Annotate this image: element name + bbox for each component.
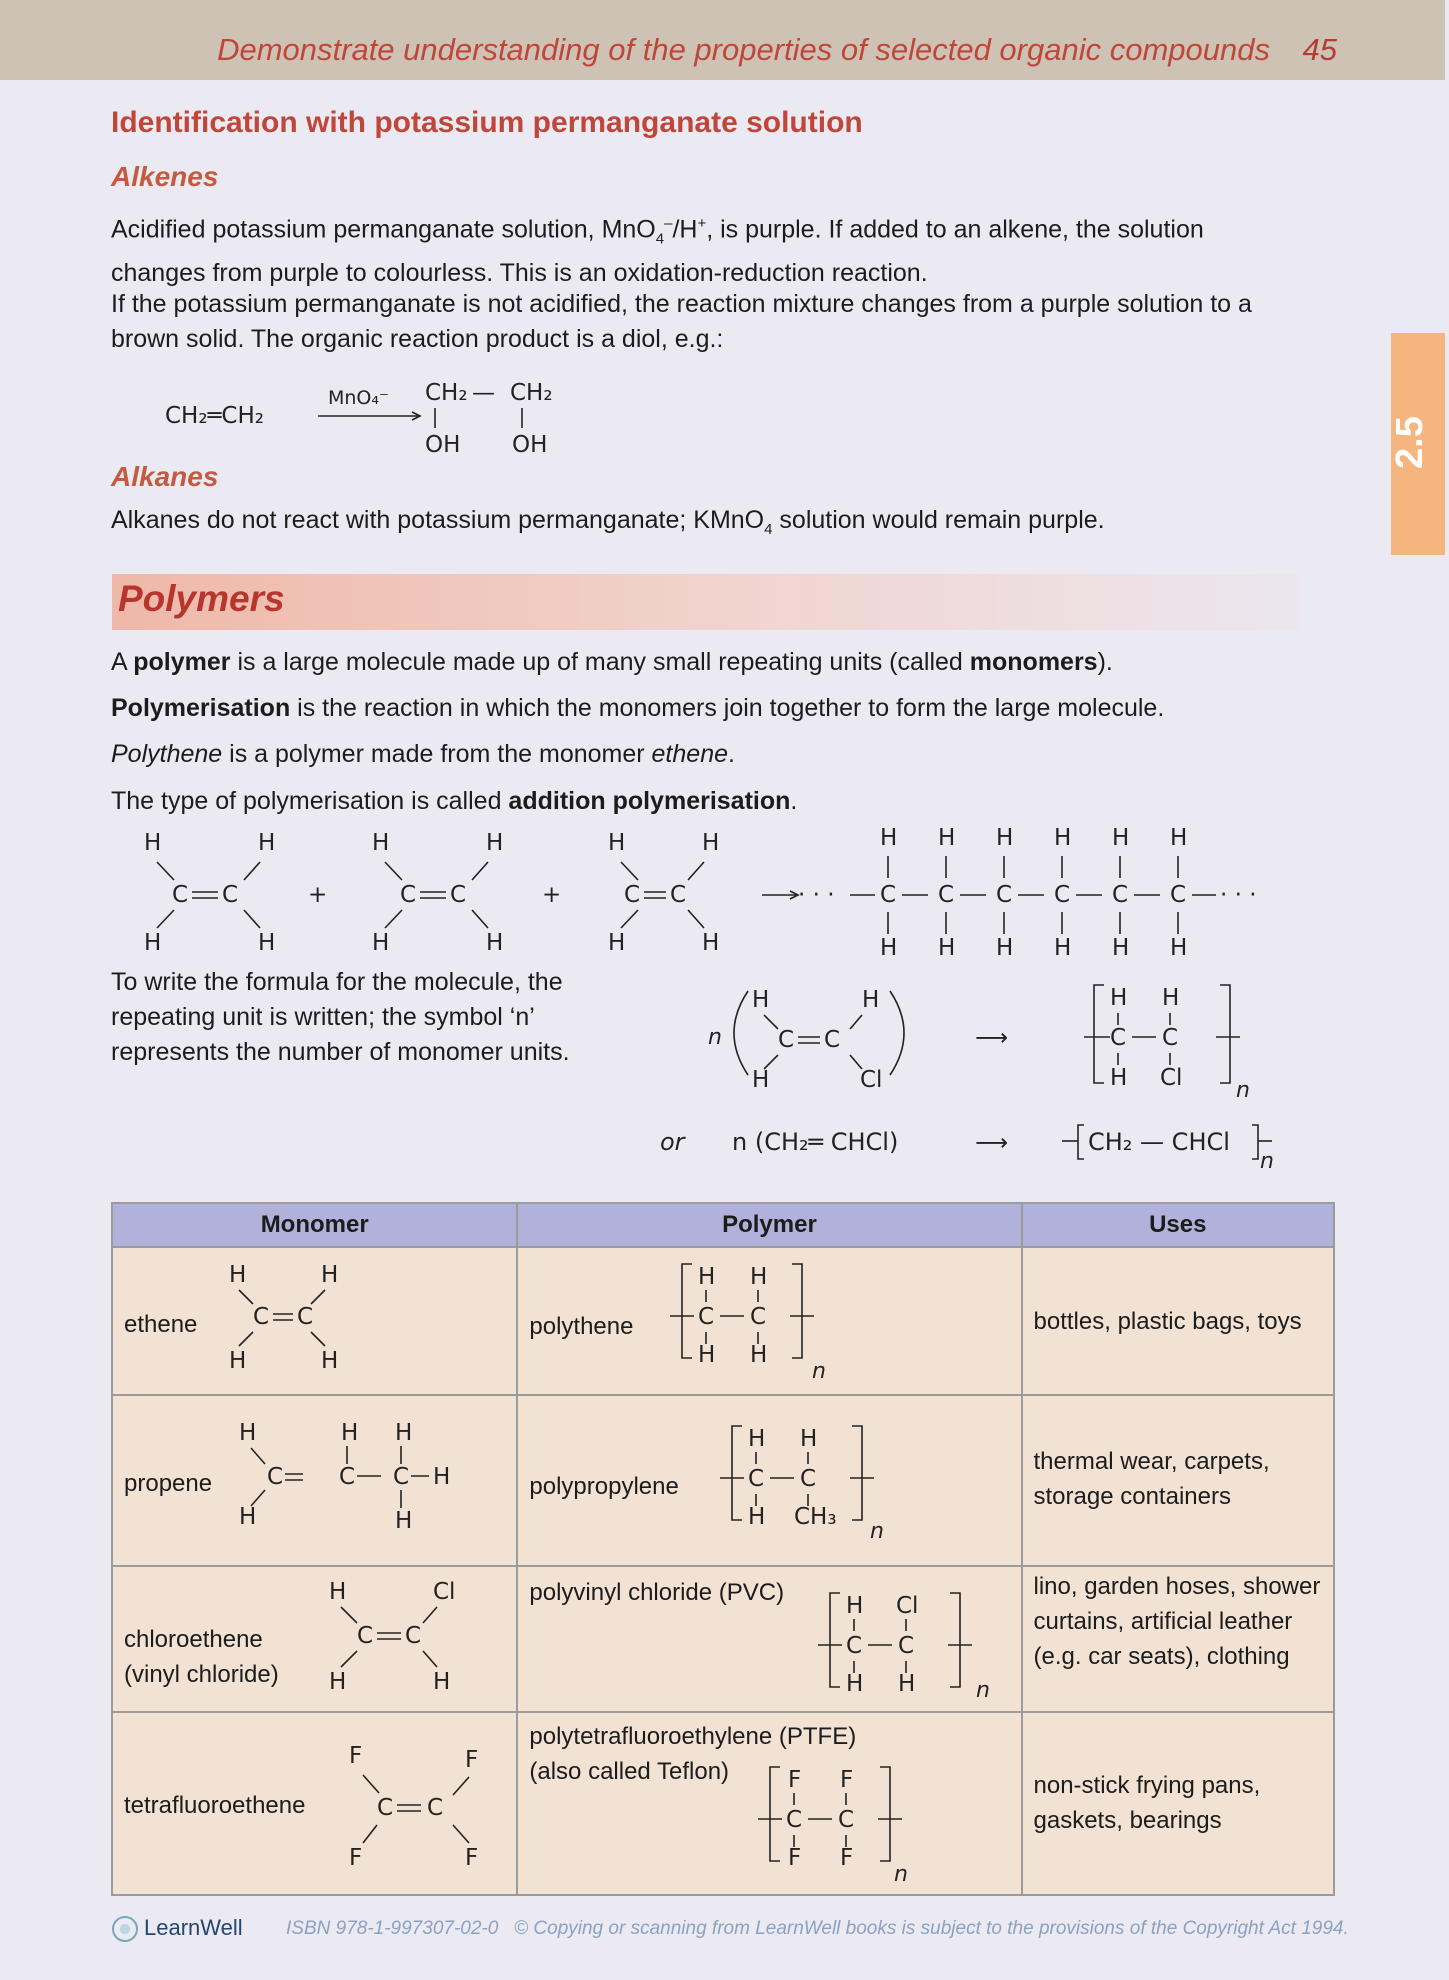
chapter-tab-label: 2.5 (1389, 416, 1431, 469)
svg-text:F: F (840, 1767, 854, 1793)
ethene-structure (221, 1254, 371, 1384)
alkanes-paragraph: Alkanes do not react with potassium permanganate; KMnO$_4$ solution would remain purple. (111, 506, 1105, 538)
svg-text:Cl: Cl (896, 1593, 919, 1619)
svg-text:· · ·: · · · (798, 882, 835, 908)
svg-text:H: H (239, 1504, 257, 1530)
polypropylene-structure (718, 1420, 898, 1560)
svg-text:+: + (542, 882, 562, 908)
svg-text:H: H (395, 1420, 413, 1446)
monomer-polymer-table (111, 1202, 1335, 1896)
header-monomer: Monomer (112, 1203, 517, 1247)
condensed-monomer: n (CH₂═ CHCl) (732, 1128, 899, 1156)
svg-text:H: H (938, 935, 956, 961)
uses-cell (1022, 1395, 1334, 1566)
svg-text:n: n (708, 1025, 722, 1050)
monomer-name: chloroethene (vinyl chloride) (124, 1626, 279, 1688)
svg-text:H: H (996, 935, 1014, 961)
svg-text:H: H (880, 825, 898, 851)
pvc-structure (816, 1587, 1016, 1712)
svg-text:H: H (229, 1348, 247, 1374)
header-polymer: Polymer (517, 1203, 1021, 1247)
svg-text:H: H (702, 830, 720, 856)
uses-cell (1022, 1247, 1334, 1395)
svg-text:H: H (862, 987, 880, 1013)
pvc-repeat-unit (1084, 985, 1250, 1103)
svg-text:n: n (812, 1359, 827, 1384)
svg-text:C: C (938, 882, 955, 908)
ethene-monomer-3 (608, 830, 719, 956)
table-row (112, 1712, 1334, 1895)
svg-text:C: C (1112, 882, 1129, 908)
uses-text: non-stick frying pans, gaskets, bearings (1033, 1772, 1261, 1834)
svg-text:H: H (1110, 985, 1128, 1011)
svg-text:n: n (1236, 1078, 1250, 1103)
svg-text:H: H (239, 1420, 257, 1446)
svg-text:C: C (800, 1466, 817, 1492)
svg-text:H: H (1110, 1065, 1128, 1091)
svg-text:H: H (698, 1264, 716, 1290)
chloroethene-polymerisation-diagram (660, 975, 1320, 1175)
eq-reactant: CH₂═CH₂ (165, 403, 264, 429)
footer-copyright: ISBN 978-1-997307-02-0 © Copying or scanning from LearnWell books is subject to the provisions of the Copyright Act 1994. (286, 1918, 1349, 1939)
svg-text:C: C (670, 882, 687, 908)
table-row (112, 1247, 1334, 1395)
monomer-cell (112, 1395, 517, 1566)
svg-text:C: C (846, 1633, 863, 1659)
svg-text:H: H (258, 930, 276, 956)
eq-reagent: MnO₄⁻ (328, 387, 390, 409)
svg-text:C: C (824, 1027, 841, 1053)
addition-polymerisation-sentence: The type of polymerisation is called addition polymerisation. (111, 787, 798, 815)
svg-text:H: H (1054, 935, 1072, 961)
svg-text:H: H (846, 1671, 864, 1697)
learnwell-logo-icon (112, 1916, 138, 1942)
uses-text: lino, garden hoses, shower curtains, artificial leather (e.g. car seats), clothing (1033, 1573, 1321, 1670)
svg-text:H: H (1170, 825, 1188, 851)
monomer-name: tetrafluoroethene (124, 1792, 306, 1819)
ethene-polymerisation-diagram (130, 820, 1280, 970)
svg-text:H: H (321, 1348, 339, 1374)
svg-text:H: H (702, 930, 720, 956)
svg-text:H: H (433, 1464, 451, 1490)
svg-text:n: n (1260, 1149, 1274, 1174)
propene-structure (231, 1412, 451, 1557)
svg-text:H: H (329, 1579, 347, 1605)
svg-text:+: + (308, 882, 328, 908)
svg-text:C: C (405, 1623, 422, 1649)
eq-ch2-right: CH₂ (510, 380, 553, 406)
svg-text:C: C (357, 1623, 374, 1649)
svg-text:H: H (750, 1342, 768, 1368)
svg-text:H: H (996, 825, 1014, 851)
svg-text:C: C (253, 1304, 270, 1330)
svg-text:n: n (894, 1862, 909, 1887)
subheading-alkenes: Alkenes (111, 161, 219, 192)
eq-dash: — (472, 380, 495, 406)
monomer-cell (112, 1712, 517, 1895)
page-number: 45 (1302, 32, 1337, 67)
svg-text:C: C (898, 1633, 915, 1659)
svg-text:C: C (267, 1464, 284, 1490)
table-row (112, 1566, 1334, 1712)
running-title: Demonstrate understanding of the properties of selected organic compounds (217, 32, 1270, 67)
svg-text:C: C (393, 1464, 410, 1490)
svg-text:H: H (1112, 935, 1130, 961)
monomer-name: ethene (124, 1311, 198, 1338)
uses-cell (1022, 1566, 1334, 1712)
svg-text:C: C (996, 882, 1013, 908)
polythene-sentence: Polythene is a polymer made from the monomer ethene. (111, 740, 735, 768)
svg-text:F: F (788, 1767, 802, 1793)
svg-text:H: H (608, 830, 626, 856)
svg-text:H: H (1162, 985, 1180, 1011)
svg-text:C: C (297, 1304, 314, 1330)
polymer-name: polytetrafluoroethylene (PTFE) (also called Teflon) (529, 1723, 857, 1785)
uses-text: thermal wear, carpets, storage containers (1033, 1448, 1270, 1510)
diol-equation (150, 370, 570, 460)
svg-text:C: C (1162, 1025, 1179, 1051)
svg-text:H: H (750, 1264, 768, 1290)
repeating-unit-explanation: To write the formula for the molecule, the repeating unit is written; the symbol ‘n’ represents the number of monomer units. (111, 968, 570, 1066)
svg-text:H: H (329, 1669, 347, 1695)
svg-text:H: H (486, 830, 504, 856)
svg-text:H: H (486, 930, 504, 956)
svg-text:H: H (341, 1420, 359, 1446)
svg-text:H: H (433, 1669, 451, 1695)
svg-text:F: F (788, 1845, 802, 1871)
polymerisation-definition: Polymerisation is the reaction in which the monomers join together to form the large molecule. (111, 694, 1165, 722)
svg-text:H: H (880, 935, 898, 961)
svg-text:H: H (1112, 825, 1130, 851)
svg-text:Cl: Cl (1160, 1065, 1183, 1091)
svg-text:n: n (870, 1519, 885, 1544)
tetrafluoroethene-structure (341, 1735, 511, 1885)
svg-text:C: C (838, 1807, 855, 1833)
svg-text:C: C (172, 882, 189, 908)
footer-brand: LearnWell (112, 1915, 243, 1942)
svg-text:C: C (748, 1466, 765, 1492)
svg-text:H: H (938, 825, 956, 851)
svg-text:C: C (339, 1464, 356, 1490)
svg-text:H: H (1170, 935, 1188, 961)
svg-text:C: C (1170, 882, 1187, 908)
svg-text:H: H (752, 987, 770, 1013)
svg-text:C: C (750, 1304, 767, 1330)
alkenes-paragraph-2: If the potassium permanganate is not acidified, the reaction mixture changes from a purple solution to a brown solid. The organic reaction product is a diol, e.g.: (111, 290, 1252, 353)
condensed-polymer (1062, 1125, 1274, 1174)
svg-text:Cl: Cl (860, 1067, 883, 1093)
svg-text:H: H (229, 1262, 247, 1288)
svg-text:⟶: ⟶ (975, 1025, 1008, 1051)
svg-text:H: H (748, 1504, 766, 1530)
polythene-chain (850, 825, 1257, 961)
svg-text:Cl: Cl (433, 1579, 456, 1605)
chloroethene-structure (317, 1571, 487, 1706)
svg-text:C: C (450, 882, 467, 908)
monomer-name: propene (124, 1470, 213, 1497)
polymers-heading-bar (112, 574, 1300, 630)
svg-text:H: H (800, 1426, 818, 1452)
ptfe-structure (756, 1761, 946, 1896)
svg-text:C: C (1054, 882, 1071, 908)
svg-text:C: C (377, 1795, 394, 1821)
svg-text:F: F (349, 1743, 363, 1769)
svg-text:n: n (976, 1678, 991, 1703)
svg-text:F: F (840, 1845, 854, 1871)
svg-text:C: C (778, 1027, 795, 1053)
svg-text:C: C (880, 882, 897, 908)
svg-text:CH₃: CH₃ (794, 1504, 837, 1530)
polymer-cell (517, 1566, 1021, 1712)
svg-text:H: H (846, 1593, 864, 1619)
svg-text:H: H (748, 1426, 766, 1452)
alkenes-paragraph-1: Acidified potassium permanganate solution, MnO$_4$–/H+, is purple. If added to an alkene, the solution changes from purple to colourless. This is an oxidation-reduction reaction. (111, 215, 1204, 288)
svg-text:H: H (1054, 825, 1072, 851)
svg-text:C: C (624, 882, 641, 908)
ethene-monomer-1 (144, 830, 275, 956)
eq-oh-right: OH (512, 432, 548, 458)
eq-oh-left: OH (425, 432, 461, 458)
uses-cell (1022, 1712, 1334, 1895)
polymer-name: polyvinyl chloride (PVC) (529, 1579, 785, 1606)
svg-text:· · ·: · · · (1220, 882, 1257, 908)
svg-text:CH₂ — CHCl: CH₂ — CHCl (1088, 1128, 1230, 1156)
svg-text:C: C (400, 882, 417, 908)
svg-text:H: H (258, 830, 276, 856)
svg-text:H: H (898, 1671, 916, 1697)
or-label: or (660, 1128, 685, 1156)
uses-text: bottles, plastic bags, toys (1033, 1308, 1302, 1335)
svg-text:F: F (465, 1747, 479, 1773)
polymer-name: polypropylene (529, 1473, 679, 1500)
svg-text:C: C (427, 1795, 444, 1821)
svg-text:H: H (144, 930, 162, 956)
subheading-alkanes: Alkanes (111, 461, 219, 492)
section-heading-permanganate: Identification with potassium permanganate solution (111, 106, 863, 139)
monomer-cell (112, 1566, 517, 1712)
svg-text:F: F (349, 1845, 363, 1871)
polymer-cell (517, 1395, 1021, 1566)
svg-text:⟶: ⟶ (975, 1130, 1008, 1156)
eq-ch2-left: CH₂ (425, 380, 468, 406)
polymer-cell (517, 1247, 1021, 1395)
svg-text:F: F (465, 1845, 479, 1871)
polymer-name: polythene (529, 1313, 634, 1340)
svg-text:C: C (1110, 1025, 1127, 1051)
svg-text:C: C (698, 1304, 715, 1330)
svg-text:C: C (222, 882, 239, 908)
polymer-definition: A polymer is a large molecule made up of many small repeating units (called monomers). (111, 648, 1113, 676)
svg-text:H: H (608, 930, 626, 956)
svg-text:H: H (395, 1508, 413, 1534)
svg-text:C: C (786, 1807, 803, 1833)
table-row (112, 1395, 1334, 1566)
monomer-cell (112, 1247, 517, 1395)
svg-text:H: H (752, 1067, 770, 1093)
ethene-monomer-2 (372, 830, 503, 956)
polythene-structure (668, 1258, 848, 1388)
header-uses: Uses (1022, 1203, 1334, 1247)
svg-text:H: H (321, 1262, 339, 1288)
svg-text:H: H (144, 830, 162, 856)
table-header-row (112, 1203, 1334, 1247)
svg-text:H: H (372, 830, 390, 856)
svg-text:H: H (698, 1342, 716, 1368)
svg-text:H: H (372, 930, 390, 956)
polymers-heading: Polymers (118, 578, 285, 619)
polymer-cell (517, 1712, 1021, 1895)
